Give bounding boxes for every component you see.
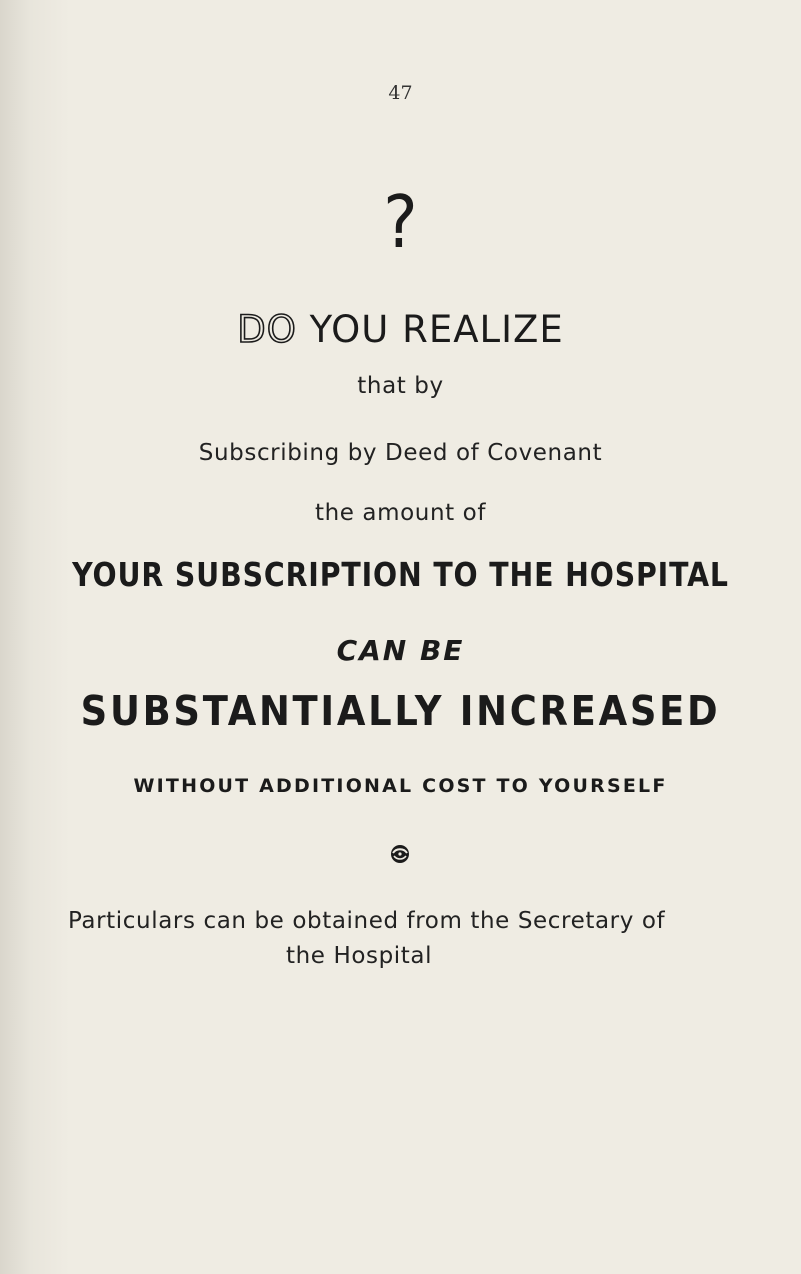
can-be-text: CAN BE (336, 634, 465, 667)
flower-ornament-icon (384, 842, 416, 866)
headline-rest: YOU REALIZE (309, 308, 564, 351)
particulars-line-1: Particulars can be obtained from the Secretary of (68, 908, 666, 934)
particulars-line-2: the Hospital (286, 943, 433, 969)
subscribing-text: Subscribing by Deed of Covenant (198, 440, 603, 466)
without-cost-text: WITHOUT ADDITIONAL COST TO YOURSELF (133, 775, 668, 797)
headline (0, 308, 801, 351)
that-by-text: that by (357, 373, 444, 399)
substantially-increased-heading: SUBSTANTIALLY INCREASED (80, 687, 721, 735)
amount-of-text: the amount of (314, 500, 487, 526)
page-number: 47 (388, 82, 413, 104)
your-subscription-heading: YOUR SUBSCRIPTION TO THE HOSPITAL (72, 555, 729, 594)
headline-outline-word: DO (237, 308, 297, 351)
question-mark: ? (383, 180, 418, 264)
